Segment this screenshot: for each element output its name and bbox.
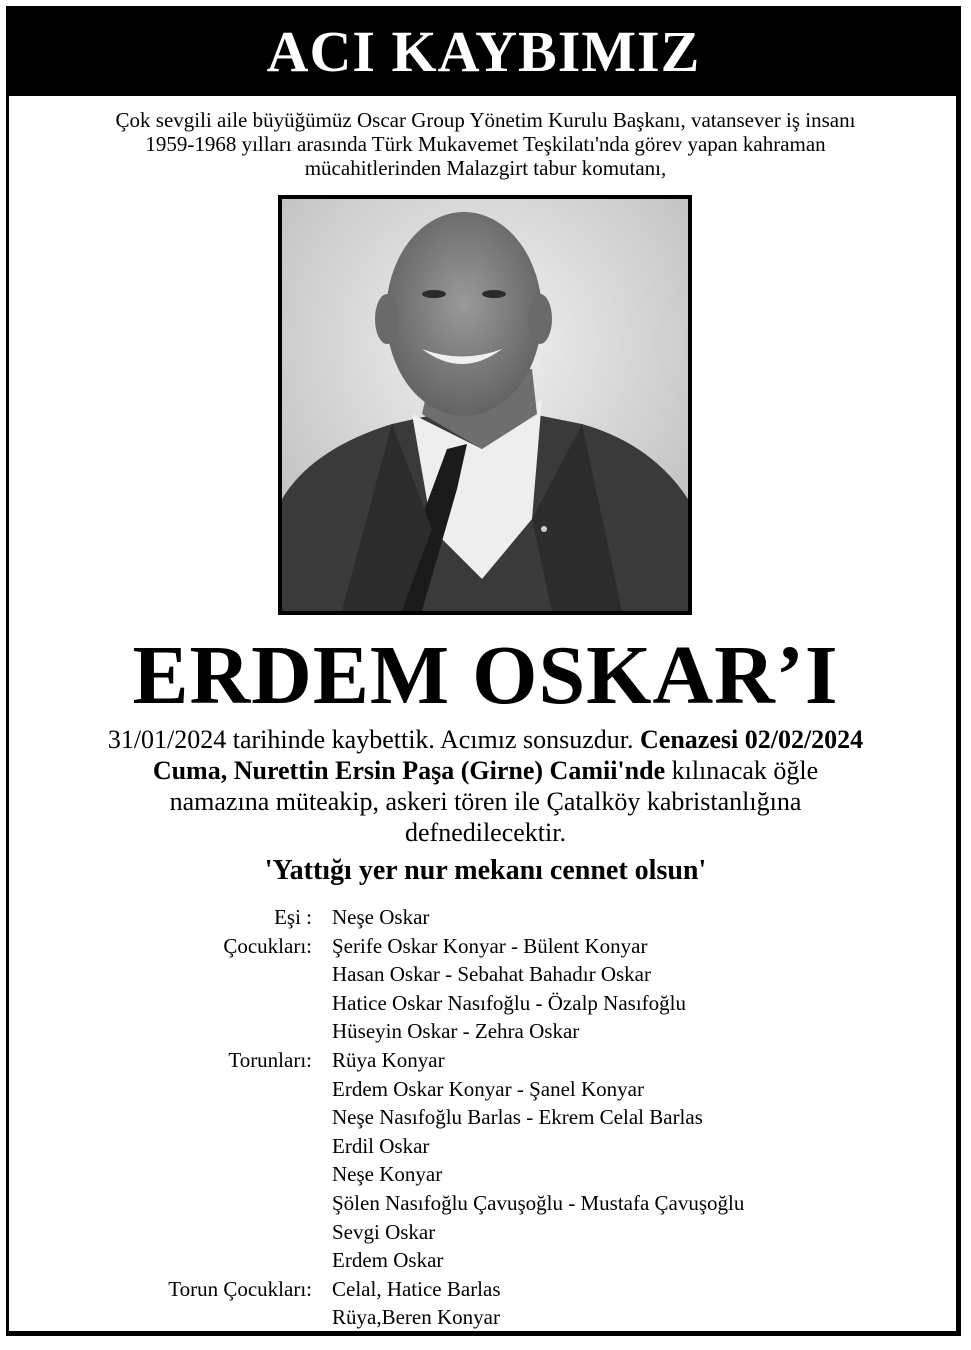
family-label	[0, 1189, 332, 1218]
funeral-announcement	[55, 724, 916, 848]
family-row	[0, 1075, 971, 1104]
intro-line: mücahitlerinden Malazgirt tabur komutanı,	[304, 156, 667, 180]
family-row	[0, 1103, 971, 1132]
family-member: Hüseyin Oskar - Zehra Oskar	[332, 1019, 580, 1044]
family-row	[0, 932, 971, 961]
family-label	[0, 1075, 332, 1104]
family-label	[0, 1218, 332, 1247]
family-member: Hasan Oskar - Sebahat Bahadır Oskar	[332, 962, 651, 987]
family-member: Erdem Oskar Konyar - Şanel Konyar	[332, 1076, 644, 1101]
family-member: Erdem Oskar	[332, 1248, 444, 1273]
deceased-name: ERDEM OSKAR’I	[132, 629, 839, 722]
family-label	[0, 960, 332, 989]
family-label: Torunları:	[228, 1047, 312, 1072]
family-label	[0, 1303, 332, 1332]
family-row	[0, 1246, 971, 1275]
family-row	[0, 989, 971, 1018]
family-label	[0, 989, 332, 1018]
family-label	[0, 1017, 332, 1046]
family-member: Şölen Nasıfoğlu Çavuşoğlu - Mustafa Çavuşoğlu	[332, 1190, 745, 1215]
intro-text	[40, 108, 931, 180]
family-list	[0, 903, 971, 1332]
announcement-bold: Cuma, Nurettin Ersin Paşa (Girne) Camii'nde	[152, 756, 666, 785]
family-label: Eşi :	[274, 905, 312, 929]
family-row	[0, 1189, 971, 1218]
family-row	[0, 1046, 971, 1075]
family-member: Rüya Konyar	[332, 1047, 445, 1072]
announcement-text: kılınacak öğle	[665, 756, 819, 785]
family-row	[0, 1160, 971, 1189]
family-row	[0, 1132, 971, 1161]
family-member: Erdil Oskar	[332, 1133, 430, 1158]
family-label	[0, 1246, 332, 1275]
family-label: Torun Çocukları:	[168, 1276, 312, 1301]
family-member: Celal, Hatice Barlas	[332, 1276, 501, 1301]
family-row	[0, 903, 971, 932]
intro-line: Çok sevgili aile büyüğümüz Oscar Group Yönetim Kurulu Başkanı, vatansever iş insanı	[115, 108, 856, 132]
family-row	[0, 960, 971, 989]
portrait-photo	[278, 195, 692, 615]
announcement-bold: Cenazesi 02/02/2024	[640, 725, 864, 754]
announcement-text: defnedilecektir.	[405, 818, 566, 847]
family-member: Neşe Konyar	[332, 1162, 443, 1187]
family-member: Rüya,Beren Konyar	[332, 1305, 500, 1330]
family-label	[0, 1103, 332, 1132]
family-row	[0, 1303, 971, 1332]
family-label: Çocukları:	[223, 933, 312, 958]
family-row	[0, 1275, 971, 1304]
family-member: Neşe Nasıfoğlu Barlas - Ekrem Celal Barlas	[332, 1105, 703, 1130]
family-row	[0, 1218, 971, 1247]
header-title: ACI KAYBIMIZ	[266, 18, 701, 84]
family-member: Hatice Oskar Nasıfoğlu - Özalp Nasıfoğlu	[332, 990, 686, 1015]
portrait-image	[282, 199, 688, 611]
family-label	[0, 1132, 332, 1161]
announcement-text: 31/01/2024 tarihinde kaybettik. Acımız sonsuzdur.	[107, 725, 641, 754]
family-label	[0, 1160, 332, 1189]
intro-line: 1959-1968 yılları arasında Türk Mukavemet Teşkilatı'nda görev yapan kahraman	[145, 132, 826, 156]
family-member: Sevgi Oskar	[332, 1219, 436, 1244]
announcement-text: namazına müteakip, askeri tören ile Çatalköy kabristanlığına	[169, 787, 802, 816]
prayer-quote: 'Yattığı yer nur mekanı cennet olsun'	[264, 855, 707, 886]
family-member: Şerife Oskar Konyar - Bülent Konyar	[332, 933, 648, 958]
family-member: Neşe Oskar	[332, 905, 430, 929]
header-banner	[6, 6, 961, 96]
family-row	[0, 1017, 971, 1046]
